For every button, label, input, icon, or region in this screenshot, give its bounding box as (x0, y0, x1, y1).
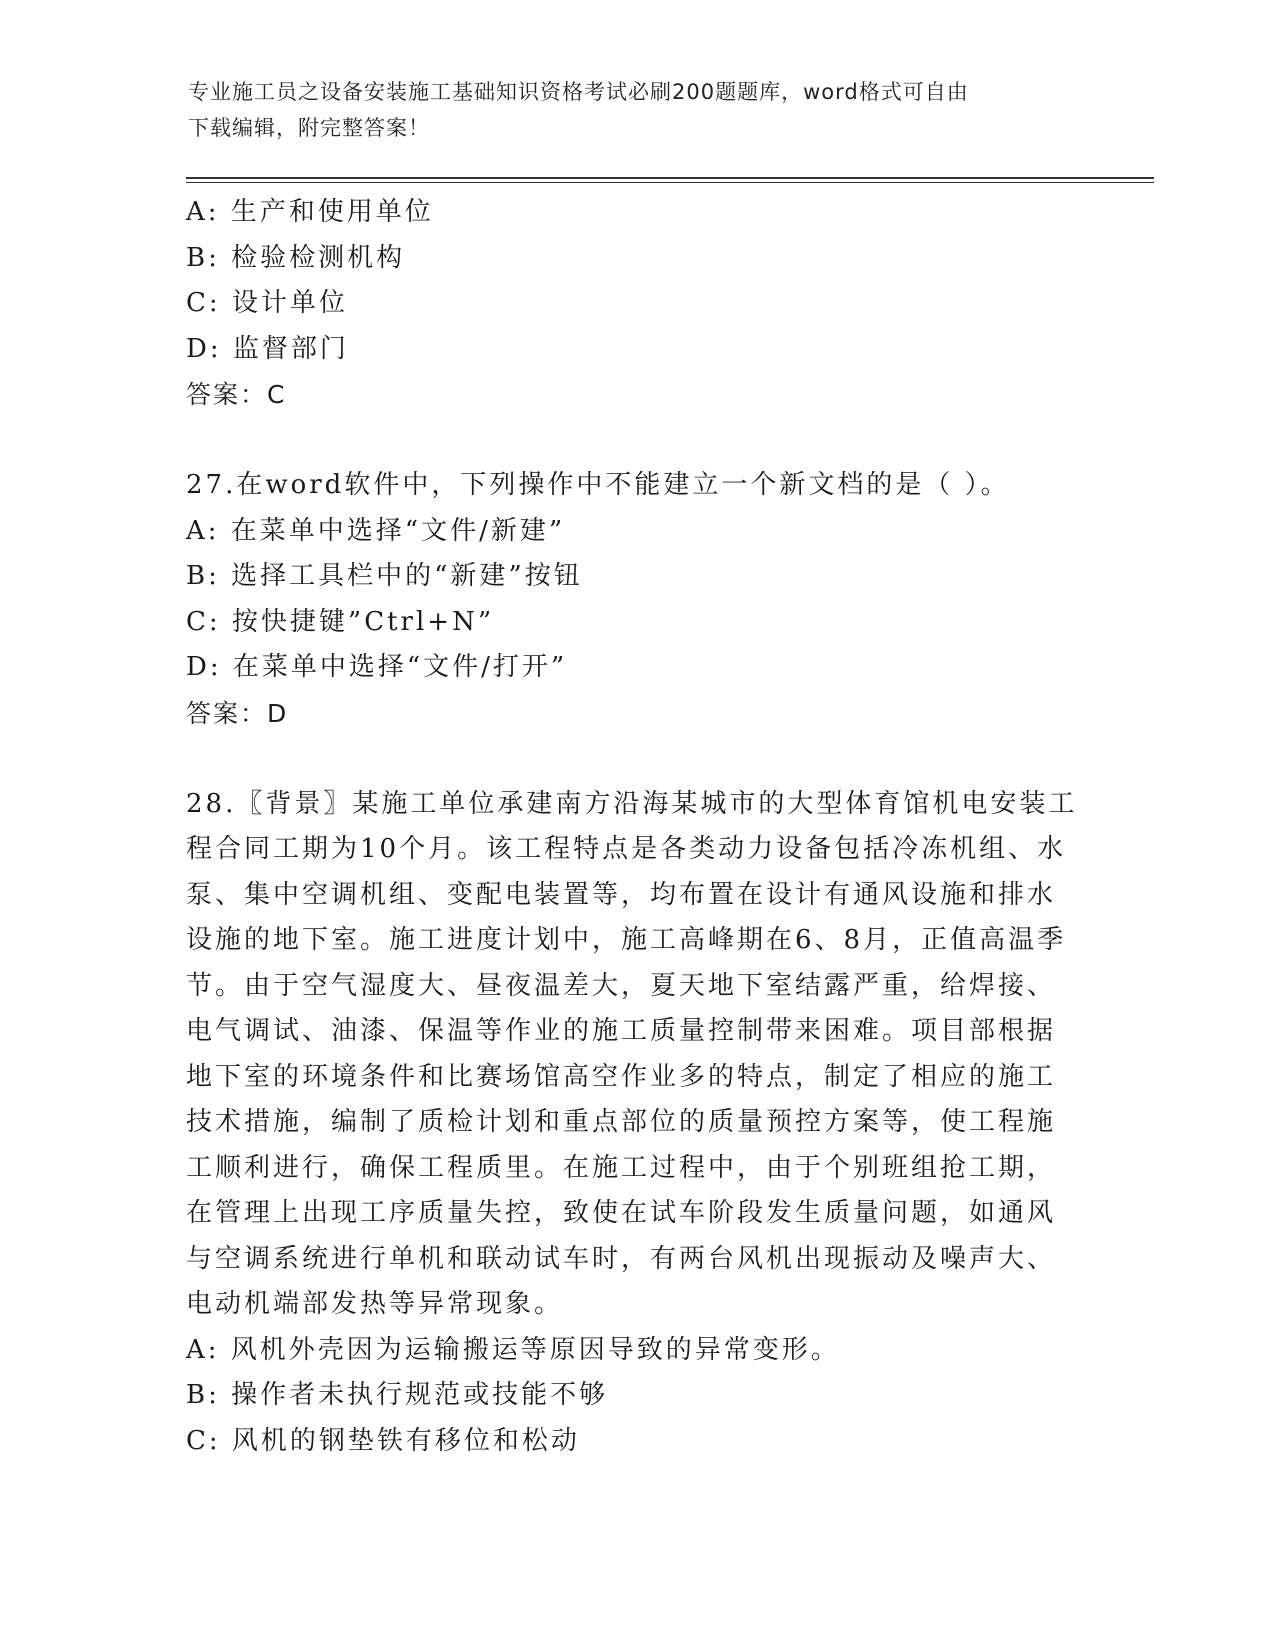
header-divider-thin (186, 182, 1154, 183)
question-text-line: 28.〖背景〗某施工单位承建南方沿海某城市的大型体育馆机电安装工 (186, 788, 1078, 819)
option-b: B: 操作者未执行规范或技能不够 (186, 1380, 609, 1410)
header-line-1: 专业施工员之设备安装施工基础知识资格考试必刷200题题库，word格式可自由 (188, 80, 969, 104)
blank-line (186, 418, 1086, 464)
header-divider-thick (186, 177, 1154, 179)
option-d: D: 在菜单中选择“文件/打开” (186, 652, 568, 682)
question-text-line: 电动机端部发热等异常现象。 (186, 1289, 564, 1319)
document-body (186, 190, 1086, 1464)
option-a: A: 生产和使用单位 (186, 197, 434, 227)
question-text-line: 与空调系统进行单机和联动试车时，有两台风机出现振动及噪声大、 (186, 1243, 1057, 1274)
question-text-line: 设施的地下室。施工进度计划中，施工高峰期在6、8月，正值高温季 (186, 925, 1067, 955)
answer-line: 答案：D (186, 698, 289, 728)
option-b: B: 检验检测机构 (186, 242, 406, 273)
option-a: A: 风机外壳因为运输搬运等原因导致的异常变形。 (186, 1334, 840, 1365)
question-text-line: 技术措施，编制了质检计划和重点部位的质量预控方案等，使工程施 (186, 1107, 1057, 1137)
question-27 (186, 463, 1086, 736)
question-text-line: 泵、集中空调机组、变配电装置等，均布置在设计有通风设施和排水 (186, 879, 1057, 910)
header-line-2: 下载编辑，附完整答案！ (188, 116, 430, 140)
option-c: C: 风机的钢垫铁有移位和松动 (186, 1425, 580, 1456)
option-c: C: 按快捷键”Ctrl+N” (186, 606, 495, 637)
blank-line (186, 736, 1086, 782)
document-header (188, 74, 1068, 146)
option-d: D: 监督部门 (186, 333, 349, 364)
option-a: A: 在菜单中选择“文件/新建” (186, 515, 566, 546)
question-text: 27.在word软件中，下列操作中不能建立一个新文档的是（ ）。 (186, 470, 1010, 500)
option-c: C: 设计单位 (186, 288, 348, 318)
question-text-line: 电气调试、油漆、保温等作业的施工质量控制带来困难。项目部根据 (186, 1016, 1057, 1046)
option-b: B: 选择工具栏中的“新建”按钮 (186, 561, 583, 591)
question-26 (186, 190, 1086, 418)
question-text-line: 节。由于空气湿度大、昼夜温差大，夏天地下室结露严重，给焊接、 (186, 970, 1057, 1001)
question-text-line: 工顺利进行，确保工程质里。在施工过程中，由于个别班组抢工期， (186, 1152, 1057, 1183)
question-text-line: 程合同工期为10个月。该工程特点是各类动力设备包括冷冻机组、水 (186, 834, 1067, 864)
question-28 (186, 782, 1086, 1465)
answer-line: 答案：C (186, 380, 287, 409)
question-text-line: 地下室的环境条件和比赛场馆高空作业多的特点，制定了相应的施工 (186, 1061, 1057, 1092)
question-text-line: 在管理上出现工序质量失控，致使在试车阶段发生质量问题，如通风 (186, 1198, 1057, 1228)
